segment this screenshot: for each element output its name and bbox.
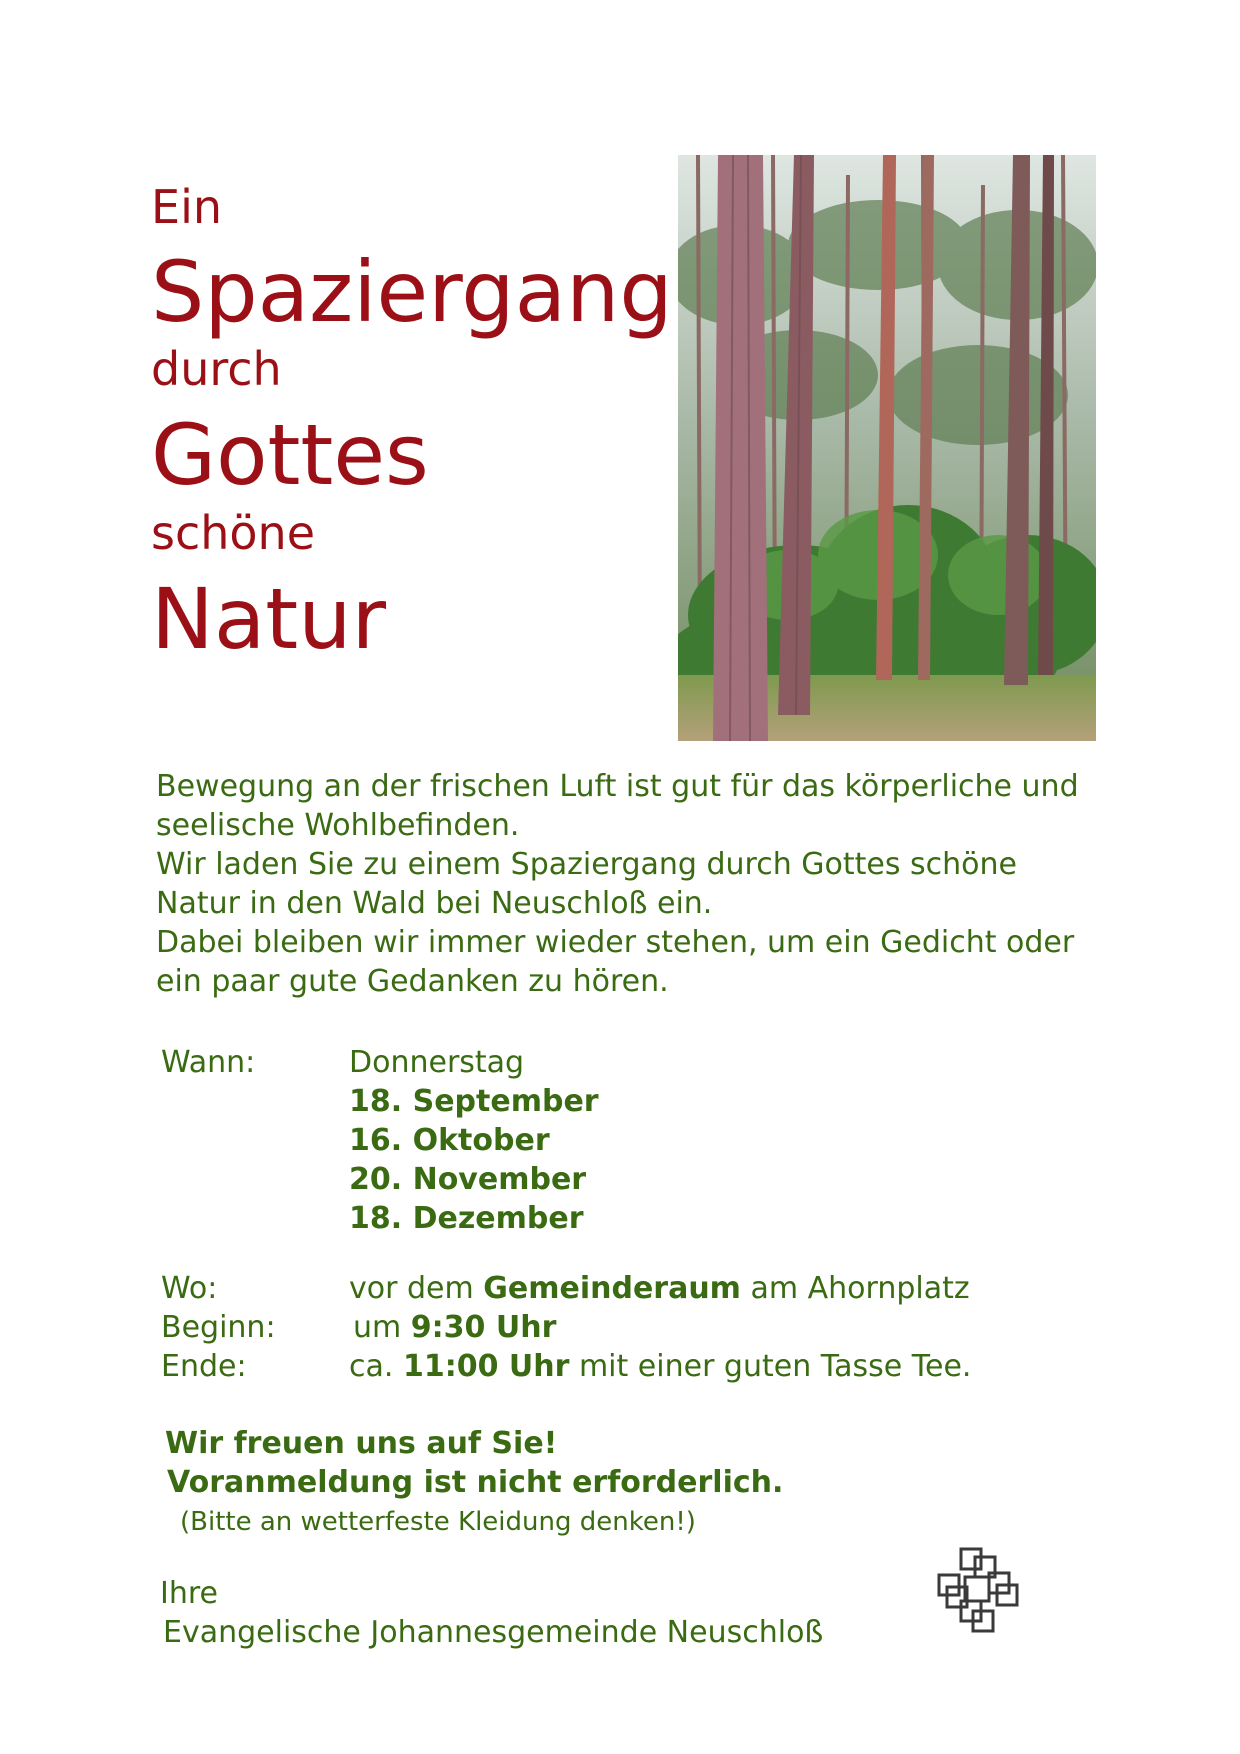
title-line-schoene: schöne: [151, 506, 316, 560]
date-item: 16. Oktober: [349, 1123, 550, 1158]
end-text: ca.: [349, 1349, 403, 1384]
closing-note: (Bitte an wetterfeste Kleidung denken!): [180, 1507, 696, 1537]
title-line-durch: durch: [151, 342, 282, 396]
title-line-spaziergang: Spaziergang: [151, 243, 673, 341]
title-line-ein: Ein: [151, 180, 222, 234]
intro-line: Wir laden Sie zu einem Spaziergang durch Gottes schöne: [156, 847, 1017, 882]
start-label: Beginn:: [161, 1310, 276, 1345]
start-time: 9:30 Uhr: [410, 1310, 557, 1345]
title-line-gottes: Gottes: [151, 406, 429, 504]
intro-line: Bewegung an der frischen Luft ist gut für das körperliche und: [156, 769, 1079, 804]
when-label: Wann:: [161, 1045, 256, 1080]
start-text: um: [353, 1310, 411, 1345]
closing-line: Voranmeldung ist nicht erforderlich.: [167, 1465, 784, 1500]
intro-text: [156, 767, 1096, 1001]
intro-line: Natur in den Wald bei Neuschloß ein.: [156, 886, 713, 921]
signature-greeting: Ihre: [160, 1576, 218, 1611]
weekday: Donnerstag: [349, 1045, 525, 1080]
intro-line: ein paar gute Gedanken zu hören.: [156, 964, 669, 999]
intro-line: seelische Wohlbefinden.: [156, 808, 520, 843]
where-text: vor dem: [349, 1271, 484, 1306]
forest-photo: [678, 155, 1096, 741]
where-value: [349, 1271, 970, 1306]
end-time: 11:00 Uhr: [402, 1349, 570, 1384]
date-item: 20. November: [349, 1162, 587, 1197]
where-text: am Ahornplatz: [740, 1271, 970, 1306]
title-line-natur: Natur: [151, 570, 387, 668]
where-place: Gemeinderaum: [483, 1271, 741, 1306]
date-item: 18. Dezember: [349, 1201, 584, 1236]
closing-line: Wir freuen uns auf Sie!: [165, 1426, 558, 1461]
start-value: [353, 1310, 556, 1345]
end-text: mit einer guten Tasse Tee.: [569, 1349, 972, 1384]
signature-name: Evangelische Johannesgemeinde Neuschloß: [163, 1615, 824, 1650]
church-cross-logo: [933, 1545, 1023, 1635]
end-label: Ende:: [161, 1349, 247, 1384]
end-value: [349, 1349, 971, 1384]
where-label: Wo:: [161, 1271, 218, 1306]
date-item: 18. September: [349, 1084, 599, 1119]
intro-line: Dabei bleiben wir immer wieder stehen, um ein Gedicht oder: [156, 925, 1075, 960]
